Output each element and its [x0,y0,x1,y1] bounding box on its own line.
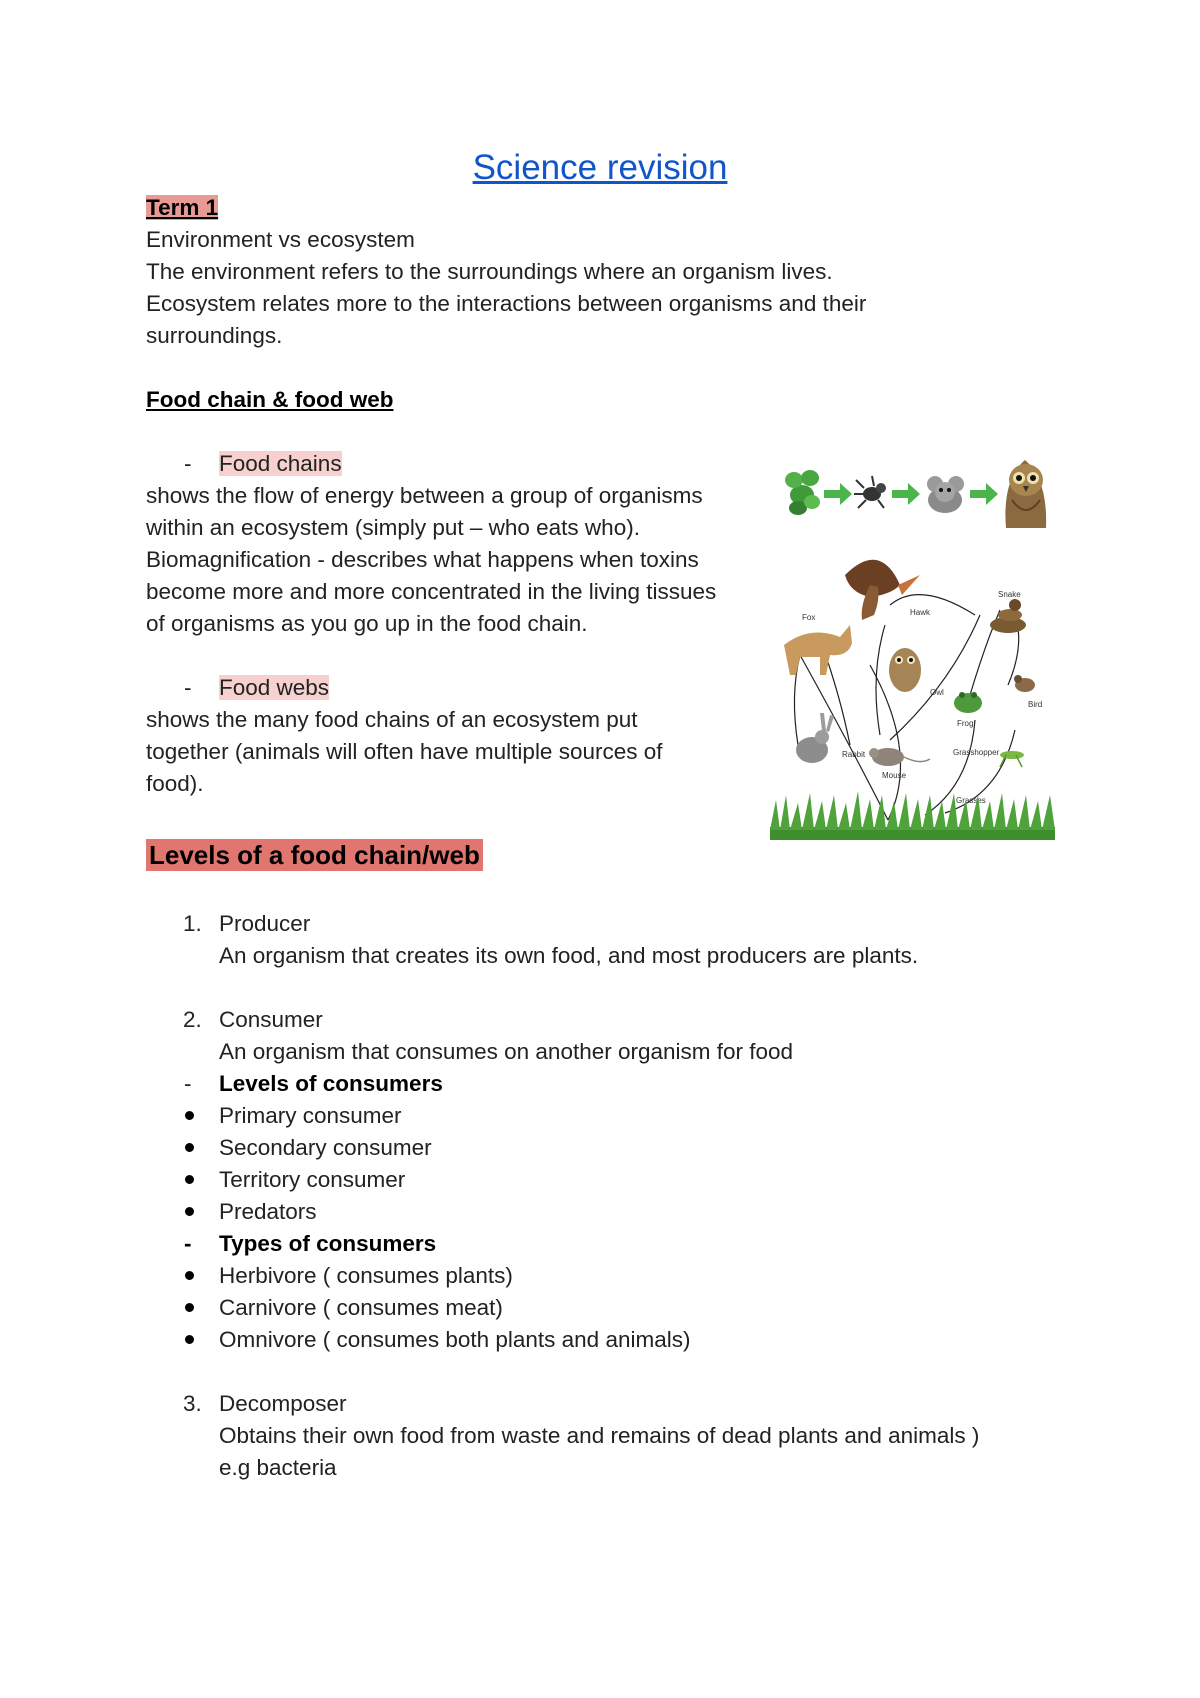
hawk-label: Hawk [910,608,931,617]
list-item: Carnivore ( consumes meat) [219,1295,503,1320]
arrow-icon [892,483,920,505]
food-webs-label-line [219,672,329,704]
food-chain-web-heading: Food chain & food web [146,387,394,412]
owl-label: Owl [930,688,944,697]
hawk-icon [845,560,920,620]
food-web-illustration [770,545,1055,840]
bird-icon [1014,675,1035,692]
consumer-name: Consumer [219,1007,323,1032]
food-chains-line-5: of organisms as you go up in the food chain. [146,611,588,636]
env-line-3: surroundings. [146,323,283,348]
consumer-desc: An organism that consumes on another organism for food [219,1039,794,1064]
bullet-icon [185,1271,194,1280]
food-chains-line-2: within an ecosystem (simply put – who eats who). [146,515,640,540]
grasses-label: Grasses [956,796,986,805]
page-title: Science revision [472,148,728,187]
decomposer-example: e.g bacteria [219,1455,337,1480]
food-chains-label: Food chains [219,451,342,476]
food-webs-line-3: food). [146,771,204,796]
bullet-icon [185,1111,194,1120]
bullet-icon [185,1175,194,1184]
env-line-1: The environment refers to the surroundings where an organism lives. [146,259,833,284]
fox-icon [784,625,852,675]
levels-heading: Levels of a food chain/web [146,839,483,871]
food-chains-label-line [219,448,342,480]
food-chains-line-3: Biomagnification - describes what happens when toxins [146,547,699,572]
bullet-icon [185,1207,194,1216]
grass-icon [770,791,1055,840]
food-webs-line-1: shows the many food chains of an ecosystem put [146,707,638,732]
food-chain-illustration [780,450,1052,532]
producer-desc: An organism that creates its own food, and most producers are plants. [219,943,919,968]
dash-marker: - [184,675,192,700]
dash-marker: - [184,451,192,476]
env-heading: Environment vs ecosystem [146,227,415,252]
term-heading [146,192,218,224]
bird-label: Bird [1028,700,1043,709]
list-item: Omnivore ( consumes both plants and animals) [219,1327,691,1352]
owl-small-icon [889,648,921,692]
levels-of-consumers-label: Levels of consumers [219,1071,443,1096]
rabbit-label: Rabbit [842,750,866,759]
types-of-consumers-label: Types of consumers [219,1231,437,1256]
mouse-label: Mouse [882,771,907,780]
snake-label: Snake [998,590,1021,599]
grasshopper-label: Grasshopper [953,748,1000,757]
fox-label: Fox [802,613,816,622]
bullet-icon [185,1143,194,1152]
list-item: Secondary consumer [219,1135,432,1160]
list-item: Primary consumer [219,1103,402,1128]
arrow-icon [970,483,998,505]
mouse-icon [927,476,964,513]
food-webs-label: Food webs [219,675,330,700]
food-web-arrows [794,595,1018,820]
list-number: 2. [183,1007,202,1032]
owl-icon [1005,460,1046,528]
bullet-icon [185,1335,194,1344]
plant-icon [785,470,820,515]
list-number: 1. [183,911,202,936]
dash-marker: - [184,1071,192,1096]
list-number: 3. [183,1391,202,1416]
producer-name: Producer [219,911,311,936]
grasshopper-icon [1000,751,1024,767]
bullet-icon [185,1303,194,1312]
levels-heading-line [146,837,483,875]
arrow-icon [824,483,852,505]
term-label: Term 1 [146,195,219,220]
rabbit-icon [796,713,834,763]
list-item: Territory consumer [219,1167,406,1192]
decomposer-desc: Obtains their own food from waste and remains of dead plants and animals ) [219,1423,980,1448]
food-webs-line-2: together (animals will often have multiple sources of [146,739,663,764]
frog-label: Frog [957,719,974,728]
list-item: Herbivore ( consumes plants) [219,1263,513,1288]
insect-icon [854,476,886,508]
food-chains-line-1: shows the flow of energy between a group of organisms [146,483,703,508]
frog-icon [954,692,982,713]
list-item: Predators [219,1199,317,1224]
food-chains-line-4: become more and more concentrated in the living tissues [146,579,717,604]
env-line-2: Ecosystem relates more to the interactions between organisms and their [146,291,867,316]
dash-marker: - [184,1231,192,1256]
snake-icon [990,599,1026,633]
decomposer-name: Decomposer [219,1391,347,1416]
